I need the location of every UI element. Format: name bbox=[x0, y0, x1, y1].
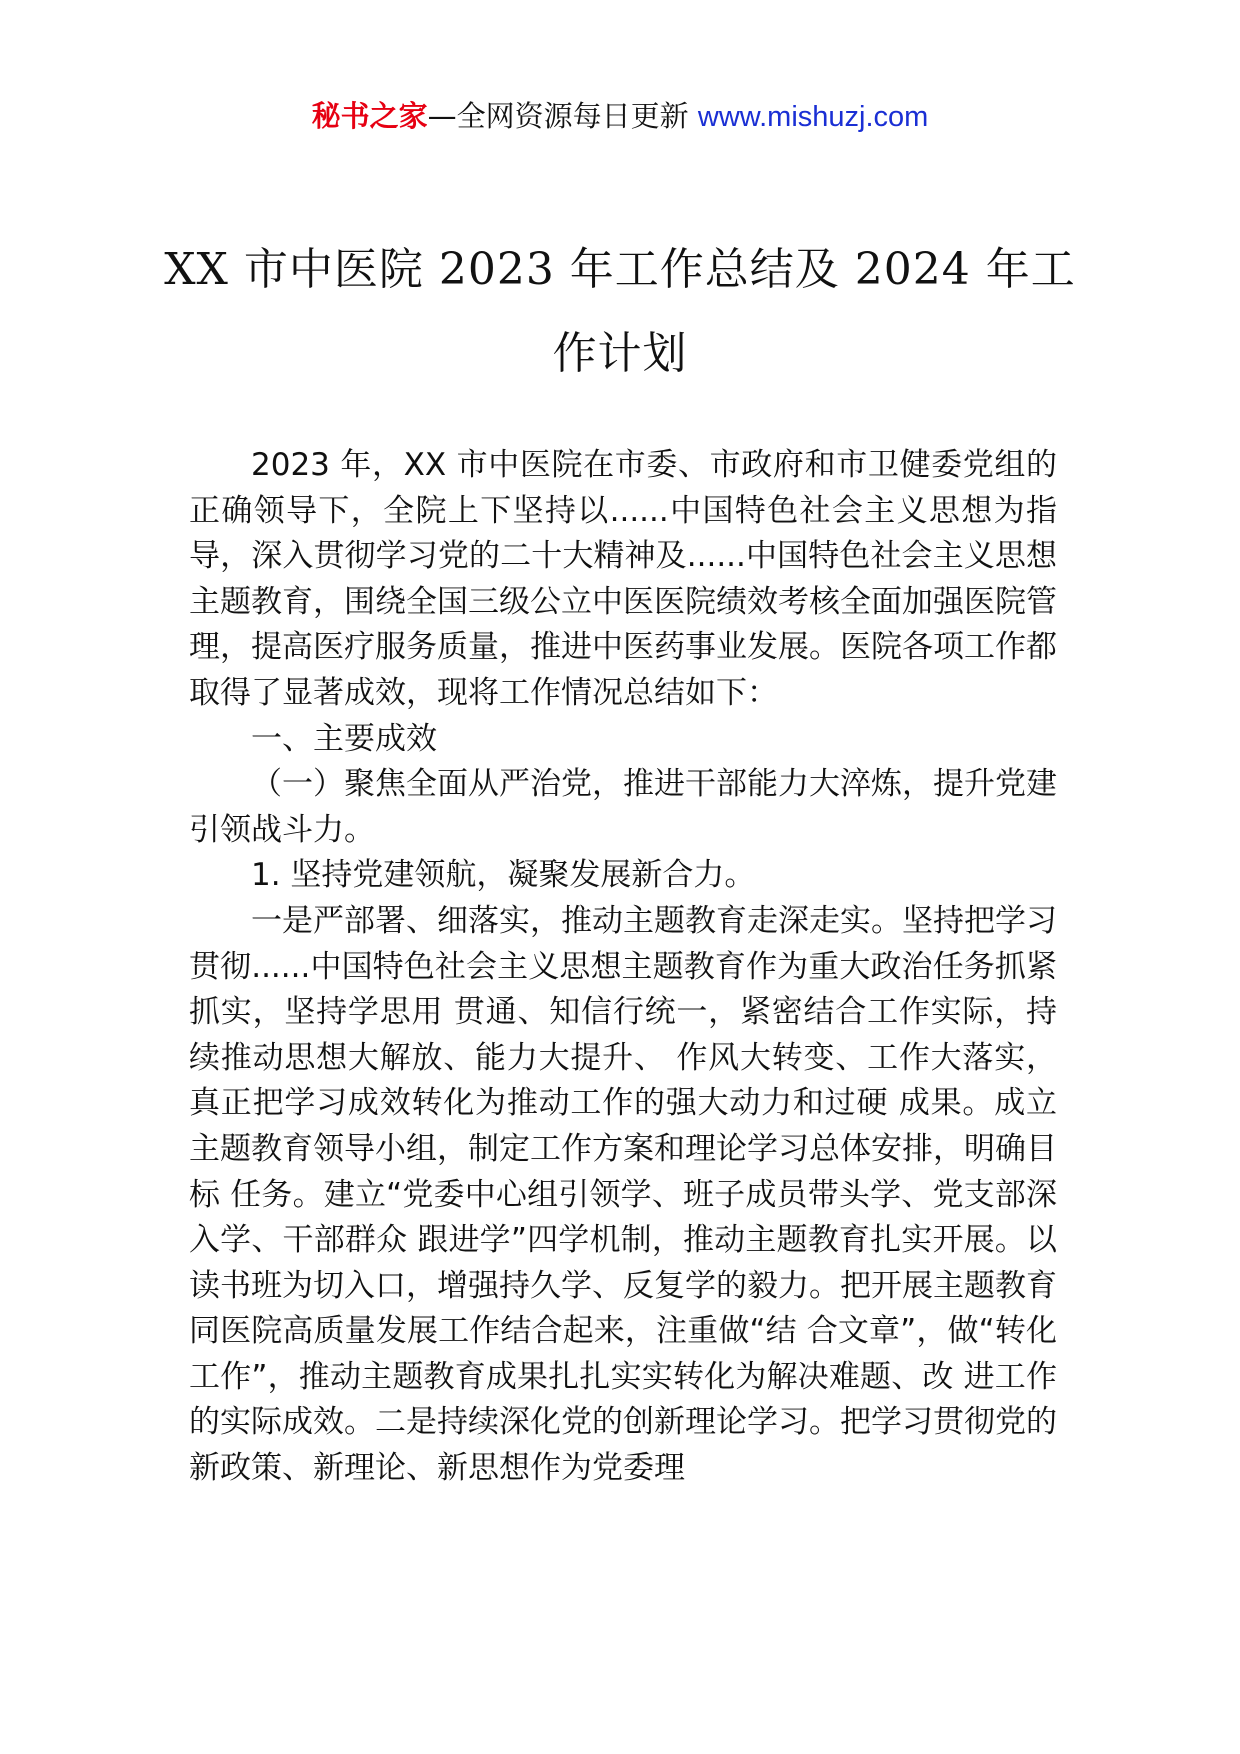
item-heading: 1. 坚持党建领航，凝聚发展新合力。 bbox=[251, 857, 756, 894]
document-title: XX 市中医院 2023 年工作总结及 2024 年工作计划 bbox=[164, 244, 1076, 379]
subsection-heading: （一）聚焦全面从严治党，推进干部能力大淬炼，提升党建引领战斗力。 bbox=[189, 766, 1057, 848]
brand-name: 秘书之家 bbox=[311, 99, 428, 133]
site-url-link[interactable]: www.mishuzj.com bbox=[697, 101, 929, 133]
site-header bbox=[0, 96, 1240, 137]
intro-paragraph: 2023 年，XX 市中医院在市委、市政府和市卫健委党组的正确领导下，全院上下坚持以......中国特色社会主义思想为指导，深入贯彻学习党的二十大精神及......中国特色社会主义思想主题教育，围绕全国三级公立中医医院绩效考核全面加强医院管理，提高医疗服务质量，推进中医药事业发展。医院各项工作都取得了显著成效，现将工作情况总结如下： bbox=[189, 447, 1057, 711]
site-tagline: —全网资源每日更新 bbox=[427, 99, 698, 133]
document-body bbox=[189, 443, 1057, 1492]
body-paragraph: 一是严部署、细落实，推动主题教育走深走实。坚持把学习贯彻......中国特色社会主义思想主题教育作为重大政治任务抓紧抓实，坚持学思用 贯通、知信行统一，紧密结合工作实际，持续推动思想大解放、能力大提升、 作风大转变、工作大落实，真正把学习成效转化为推动工作的强大动力和过硬 成果。成立主题教育领导小组，制定工作方案和理论学习总体安排，明确目标 任务。建立“党委中心组引领学、班子成员带头学、党支部深入学、干部群众 跟进学”四学机制，推动主题教育扎实开展。以读书班为切入口，增强持久学、反复学的毅力。把开展主题教育同医院高质量发展工作结合起来，注重做“结 合文章”，做“转化工作”，推动主题教育成果扎扎实实转化为解决难题、改 进工作的实际成效。二是持续深化党的创新理论学习。把学习贯彻党的新政策、新理论、新思想作为党委理 bbox=[189, 902, 1057, 1487]
section-heading: 一、主要成效 bbox=[251, 720, 437, 757]
